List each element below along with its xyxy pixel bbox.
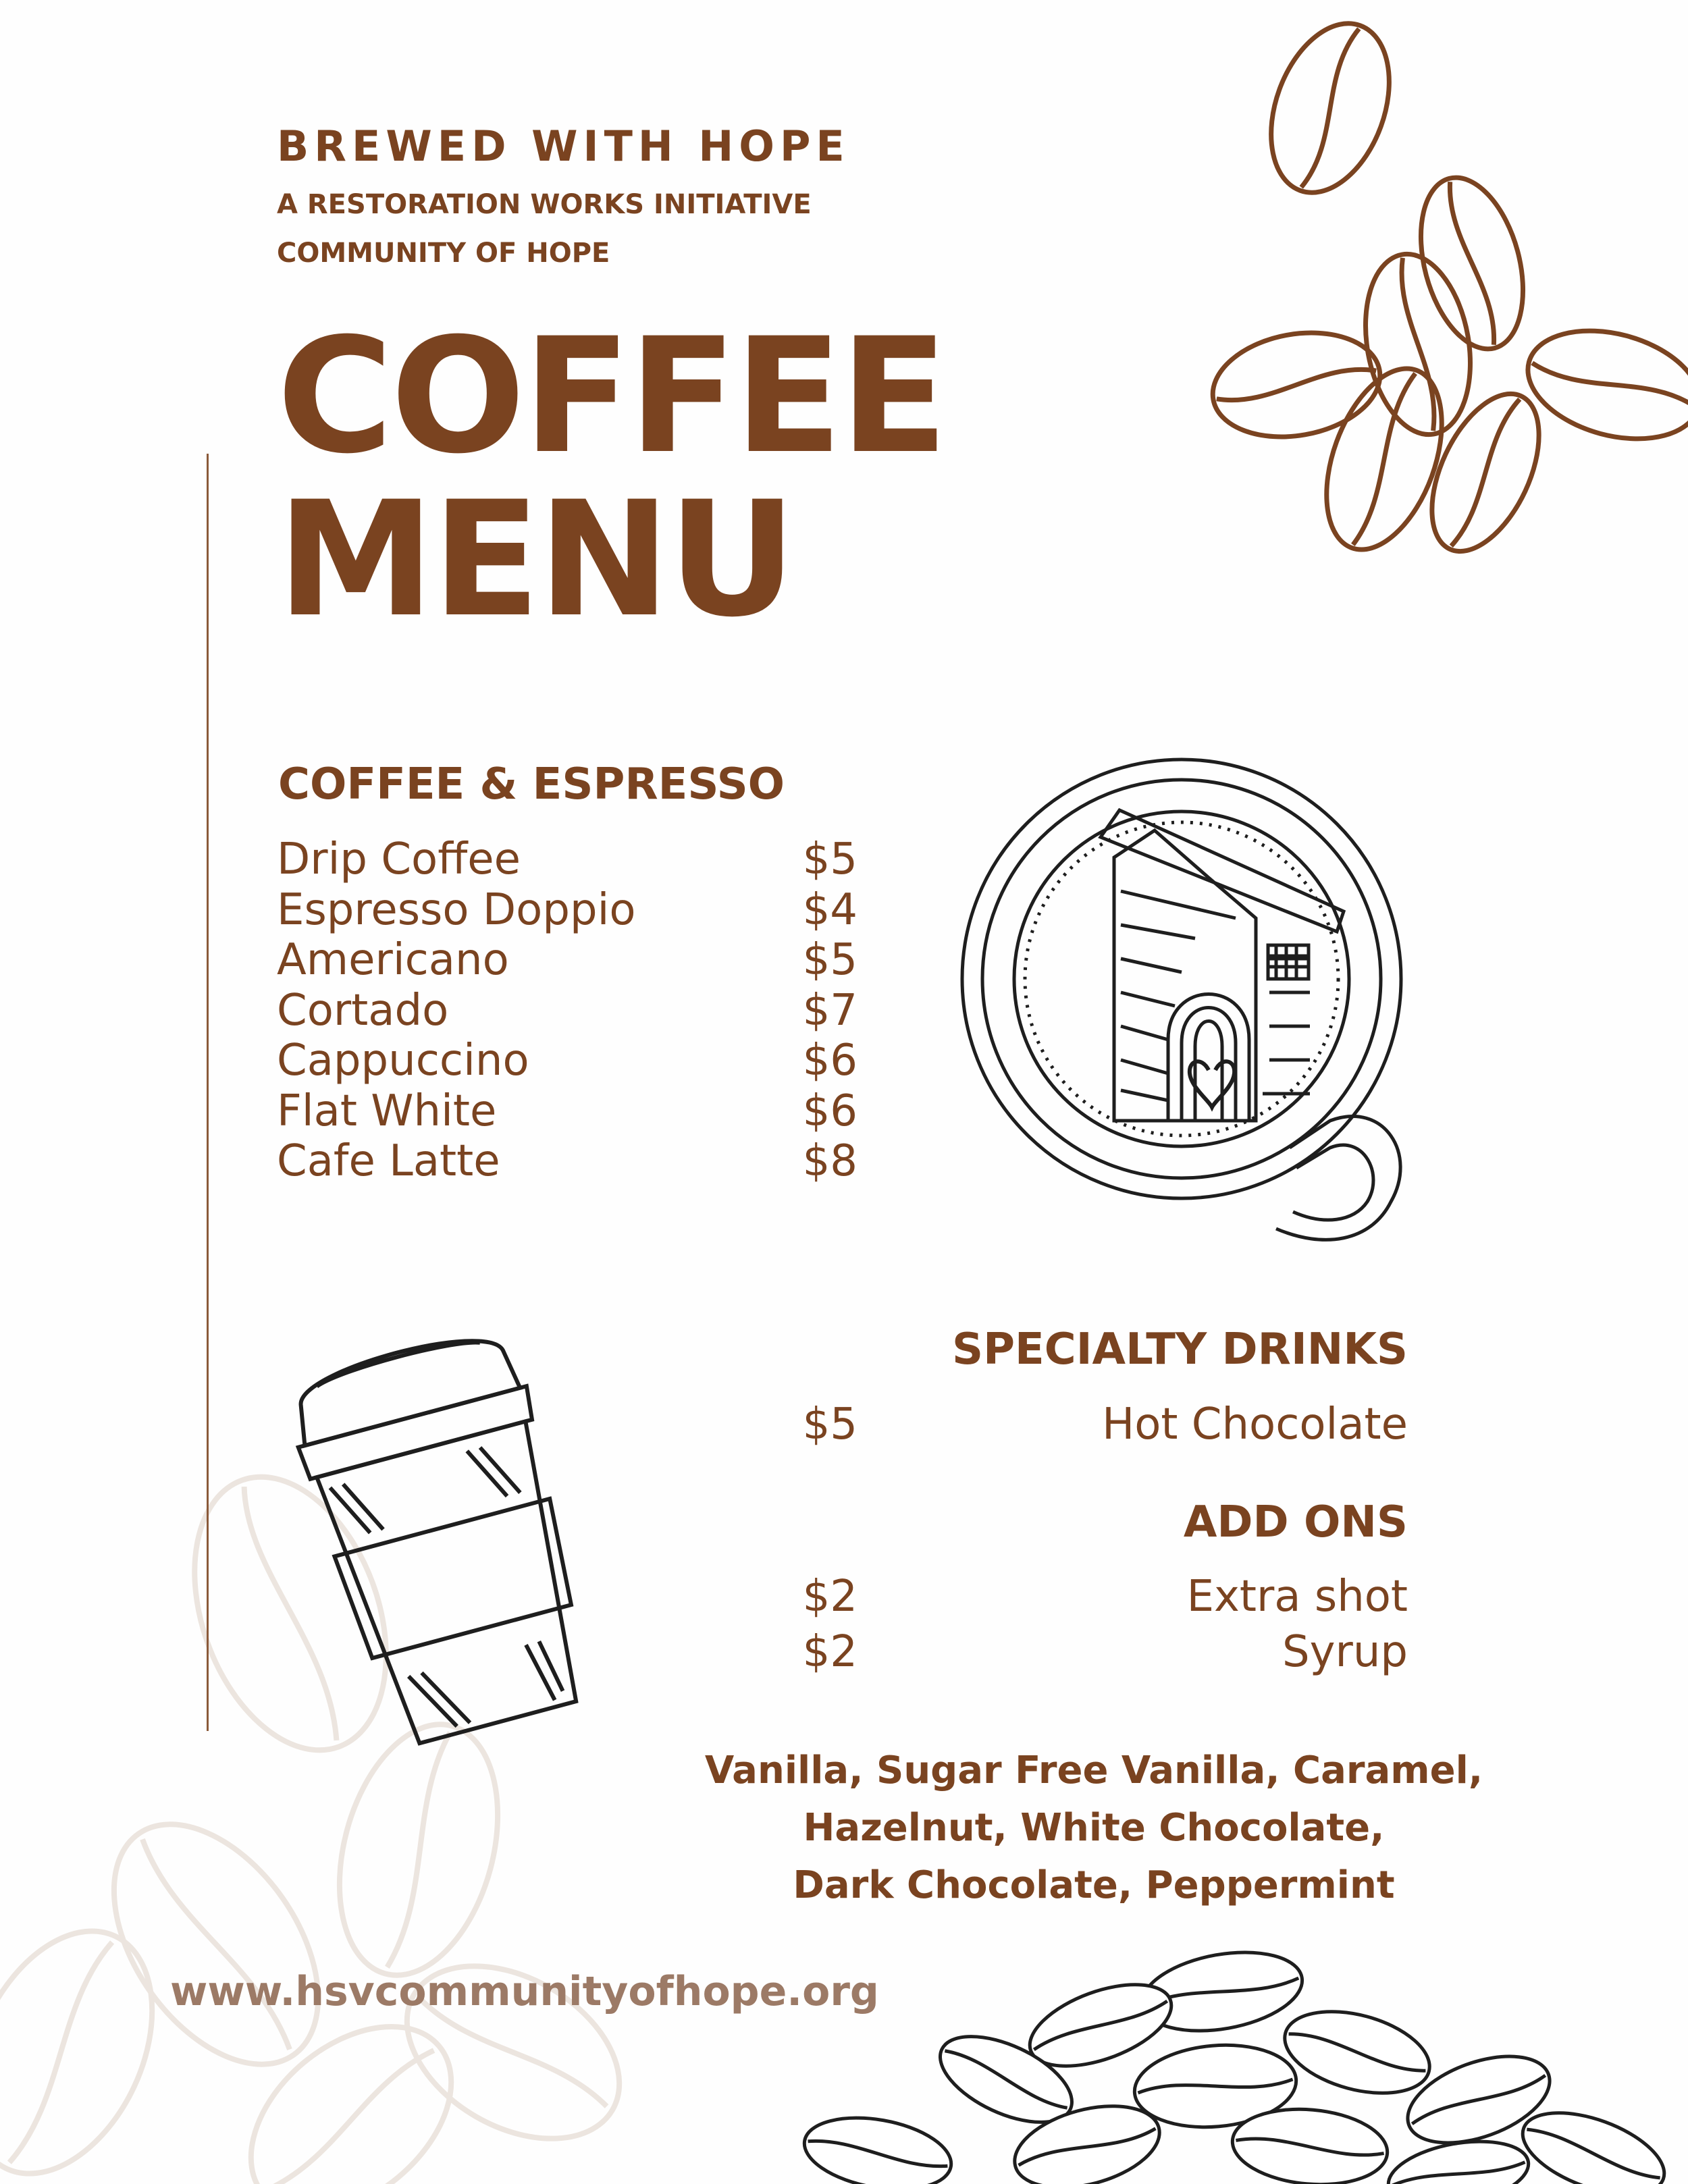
list-item (277, 1086, 858, 1137)
headline-coffee: COFFEE (277, 304, 946, 489)
section-title-coffee-espresso: COFFEE & ESPRESSO (278, 760, 785, 809)
headline-menu: MENU (277, 468, 794, 652)
vertical-divider (207, 454, 209, 1731)
subtitle-initiative: A RESTORATION WORKS INITIATIVE (277, 189, 812, 220)
syrup-flavors (648, 1742, 1539, 1914)
item-name: Flat White (277, 1086, 497, 1136)
item-name: Espresso Doppio (277, 884, 636, 935)
coffee-cup-top-view-icon (952, 716, 1452, 1283)
list-item (277, 885, 858, 936)
item-price: $5 (802, 1400, 858, 1449)
list-item (783, 1397, 1408, 1451)
coffee-beans-top-right (1094, 7, 1688, 560)
item-name: Hot Chocolate (1102, 1400, 1408, 1449)
item-price: $2 (802, 1627, 858, 1677)
subtitle-community: COMMUNITY OF HOPE (277, 238, 610, 269)
item-price: $2 (802, 1572, 858, 1622)
coffee-beans-bottom (783, 1944, 1688, 2184)
syrup-line: Dark Chocolate, Peppermint (793, 1863, 1395, 1907)
syrup-line: Vanilla, Sugar Free Vanilla, Caramel, (704, 1749, 1483, 1792)
item-name: Syrup (1282, 1627, 1408, 1677)
item-name: Drip Coffee (277, 834, 521, 885)
item-name: Cortado (277, 985, 449, 1036)
list-item (277, 935, 858, 986)
list-item (783, 1570, 1408, 1624)
takeaway-cup-icon (290, 1310, 614, 1796)
list-item (277, 834, 858, 885)
section-title-specialty: SPECIALTY DRINKS (952, 1325, 1408, 1375)
item-price: $5 (802, 834, 858, 885)
item-price: $4 (802, 884, 858, 935)
item-name: Cappuccino (277, 1036, 529, 1086)
item-price: $7 (802, 985, 858, 1036)
brand-title: BREWED WITH HOPE (277, 122, 850, 171)
item-price: $6 (802, 1036, 858, 1086)
list-item (277, 1136, 858, 1187)
section-title-addons: ADD ONS (1183, 1497, 1408, 1547)
list-item (277, 1036, 858, 1086)
item-name: Americano (277, 935, 509, 986)
item-name: Cafe Latte (277, 1136, 500, 1187)
website-link[interactable]: www.hsvcommunityofhope.org (170, 1968, 879, 2015)
item-price: $6 (802, 1086, 858, 1136)
list-item (277, 986, 858, 1036)
coffee-espresso-list (277, 834, 858, 1187)
list-item (783, 1625, 1408, 1679)
item-price: $5 (802, 935, 858, 986)
item-price: $8 (802, 1136, 858, 1187)
syrup-line: Hazelnut, White Chocolate, (803, 1806, 1385, 1850)
item-name: Extra shot (1186, 1572, 1408, 1622)
